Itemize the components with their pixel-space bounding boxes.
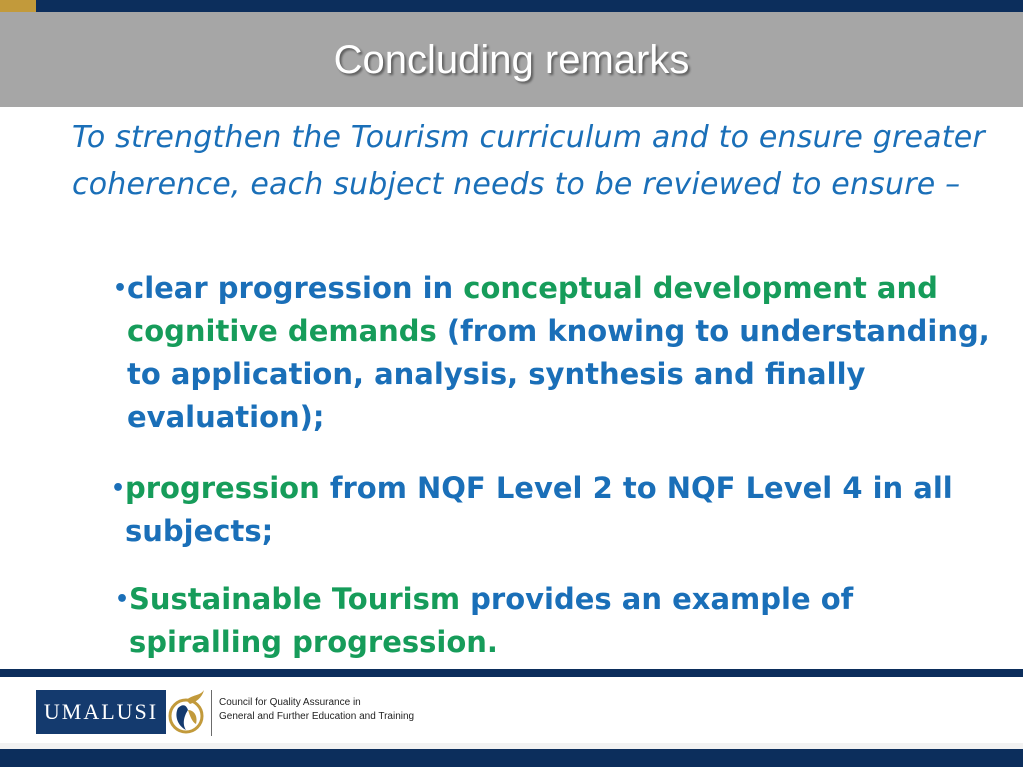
- bullet-1-text-a: clear progression in: [127, 271, 464, 305]
- bullet-3-text-green-b: spiralling progression.: [129, 625, 498, 659]
- top-gold-accent: [0, 0, 36, 12]
- bullet-1-text-b: (from knowing to understanding, to application, analysis, synthesis and finally evaluation);: [127, 314, 990, 434]
- bullet-3-text: provides an example of: [460, 582, 854, 616]
- bullet-1-text-green: conceptual development and cognitive demands: [127, 271, 938, 348]
- intro-text: To strengthen the Tourism curriculum and to ensure greater coherence, each subject needs to be reviewed to ensure –: [72, 120, 985, 202]
- bullet-2-text-green: progression: [125, 471, 320, 505]
- bullet-icon: •: [113, 276, 128, 301]
- bullet-item-2: [111, 467, 995, 553]
- bullet-icon: •: [111, 476, 126, 501]
- bullet-item-1: [113, 267, 1012, 439]
- org-line-2: General and Further Education and Training: [219, 711, 415, 722]
- umalusi-emblem-icon: [166, 686, 210, 736]
- organization-name: [219, 696, 414, 724]
- umalusi-logo: UMALUSI: [36, 690, 166, 734]
- bottom-navy-bar: [0, 749, 1023, 767]
- top-navy-bar: [0, 0, 1023, 12]
- bullet-icon: •: [115, 587, 130, 612]
- bullet-3-text-green-a: Sustainable Tourism: [129, 582, 461, 616]
- footer-divider: [211, 690, 212, 736]
- org-line-1: Council for Quality Assurance in: [219, 697, 361, 708]
- footer-navy-line: [0, 669, 1023, 677]
- slide-title: Concluding remarks: [333, 38, 690, 82]
- bullet-2-text: from NQF Level 2 to NQF Level 4 in all subjects;: [125, 471, 953, 548]
- bullet-item-3: [115, 578, 989, 664]
